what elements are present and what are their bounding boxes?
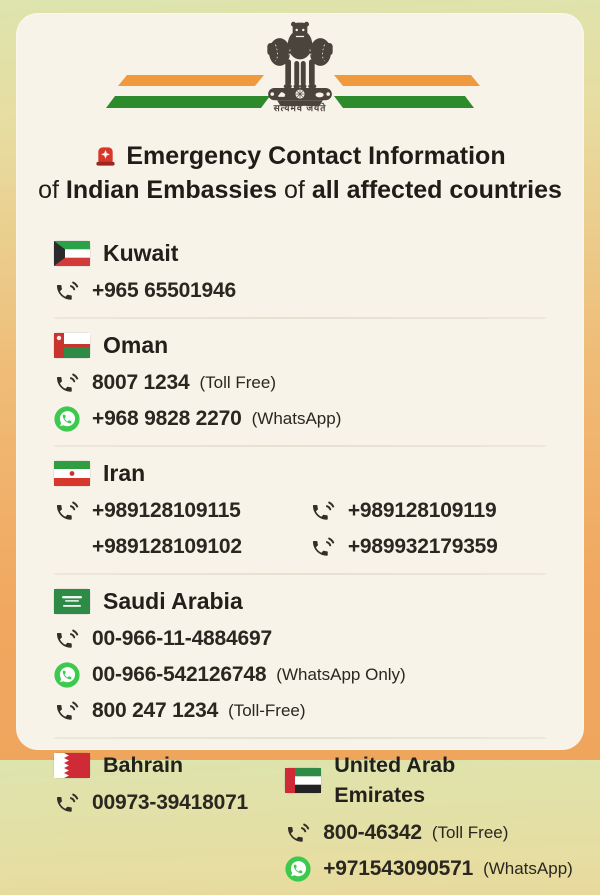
- emblem-motto: सत्यमेव जयते: [273, 103, 327, 113]
- bahrain-flag-icon: [54, 753, 90, 778]
- contact-row: [54, 697, 546, 724]
- section-bahrain: [54, 750, 285, 882]
- phone-number: +989128109119: [347, 499, 497, 522]
- section-oman: [54, 319, 546, 445]
- title-line2-indian-embassies: Indian Embassies: [65, 176, 278, 204]
- title-line2-all-affected: all affected countries: [311, 176, 562, 204]
- contact-row: [54, 277, 546, 304]
- country-name: Iran: [103, 460, 146, 486]
- whatsapp-icon: [285, 856, 311, 882]
- phone-number: 00973-39418071: [92, 791, 249, 814]
- title-line2-of1: of: [38, 176, 59, 204]
- contact-row: [285, 855, 573, 882]
- phone-number: +989932179359: [347, 535, 498, 558]
- phone-note: (Toll-Free): [228, 701, 306, 720]
- kuwait-flag-icon: [54, 241, 90, 266]
- title-line2-of2: of: [284, 176, 305, 204]
- oman-flag-icon: [54, 333, 90, 358]
- section-saudi-arabia: [54, 575, 546, 737]
- phone-ringing-icon: [54, 790, 80, 816]
- country-name: Kuwait: [103, 240, 179, 266]
- phone-number: 00-966-542126748: [92, 663, 267, 686]
- section-iran: [54, 447, 546, 573]
- title-line1: Emergency Contact Information: [126, 142, 506, 170]
- contact-row: [54, 789, 285, 816]
- phone-ringing-icon: [54, 370, 80, 396]
- phone-note: (WhatsApp): [251, 409, 342, 428]
- phone-ringing-icon: [310, 534, 336, 560]
- contact-row: [54, 369, 546, 396]
- country-name: Oman: [103, 332, 169, 358]
- phone-ringing-icon: [310, 498, 336, 524]
- section-uae: [285, 750, 573, 882]
- header-banner: [16, 13, 584, 127]
- phone-number: 8007 1234: [92, 371, 190, 394]
- siren-light-icon: [94, 145, 117, 168]
- whatsapp-icon: [54, 406, 80, 432]
- phone-ringing-icon: [54, 626, 80, 652]
- green-stripe-right: [334, 96, 474, 108]
- poster-card: [16, 13, 584, 880]
- poster-title: [16, 139, 584, 208]
- phone-ringing-icon: [285, 820, 311, 846]
- country-name: United Arab Emirates: [334, 753, 456, 807]
- phone-number: 00-966-11-4884697: [92, 627, 272, 650]
- country-name: Bahrain: [103, 753, 184, 777]
- saffron-stripe-left: [118, 75, 264, 86]
- contact-row: [54, 497, 310, 524]
- phone-number: 800 247 1234: [92, 699, 219, 722]
- contact-row: [54, 625, 546, 652]
- contact-row: [54, 661, 546, 688]
- contact-row: [54, 405, 546, 432]
- phone-number: +965 65501946: [92, 279, 236, 302]
- phone-number: +968 9828 2270: [92, 407, 242, 430]
- phone-note: (Toll Free): [431, 823, 509, 842]
- saudi-arabia-flag-icon: [54, 589, 90, 614]
- iran-flag-icon: [54, 461, 90, 486]
- section-kuwait: [54, 208, 546, 317]
- phone-ringing-icon: [54, 498, 80, 524]
- contact-row: [310, 497, 546, 524]
- phone-ringing-icon: [54, 698, 80, 724]
- whatsapp-icon: [54, 662, 80, 688]
- phone-number: +989128109102: [92, 535, 242, 558]
- country-name: Saudi Arabia: [103, 588, 243, 614]
- contact-row: [285, 819, 546, 846]
- phone-note: (WhatsApp): [483, 859, 573, 878]
- phone-ringing-icon: [54, 278, 80, 304]
- phone-note: (WhatsApp Only): [276, 665, 406, 684]
- contact-row: [310, 533, 546, 560]
- contact-row: [54, 533, 310, 560]
- phone-note: (Toll Free): [199, 373, 276, 392]
- india-national-emblem-icon: [251, 15, 349, 107]
- saffron-stripe-right: [334, 75, 480, 86]
- phone-number: 800-46342: [323, 821, 422, 844]
- uae-flag-icon: [285, 768, 321, 793]
- phone-number: +989128109115: [92, 499, 241, 522]
- phone-number: +971543090571: [323, 857, 474, 880]
